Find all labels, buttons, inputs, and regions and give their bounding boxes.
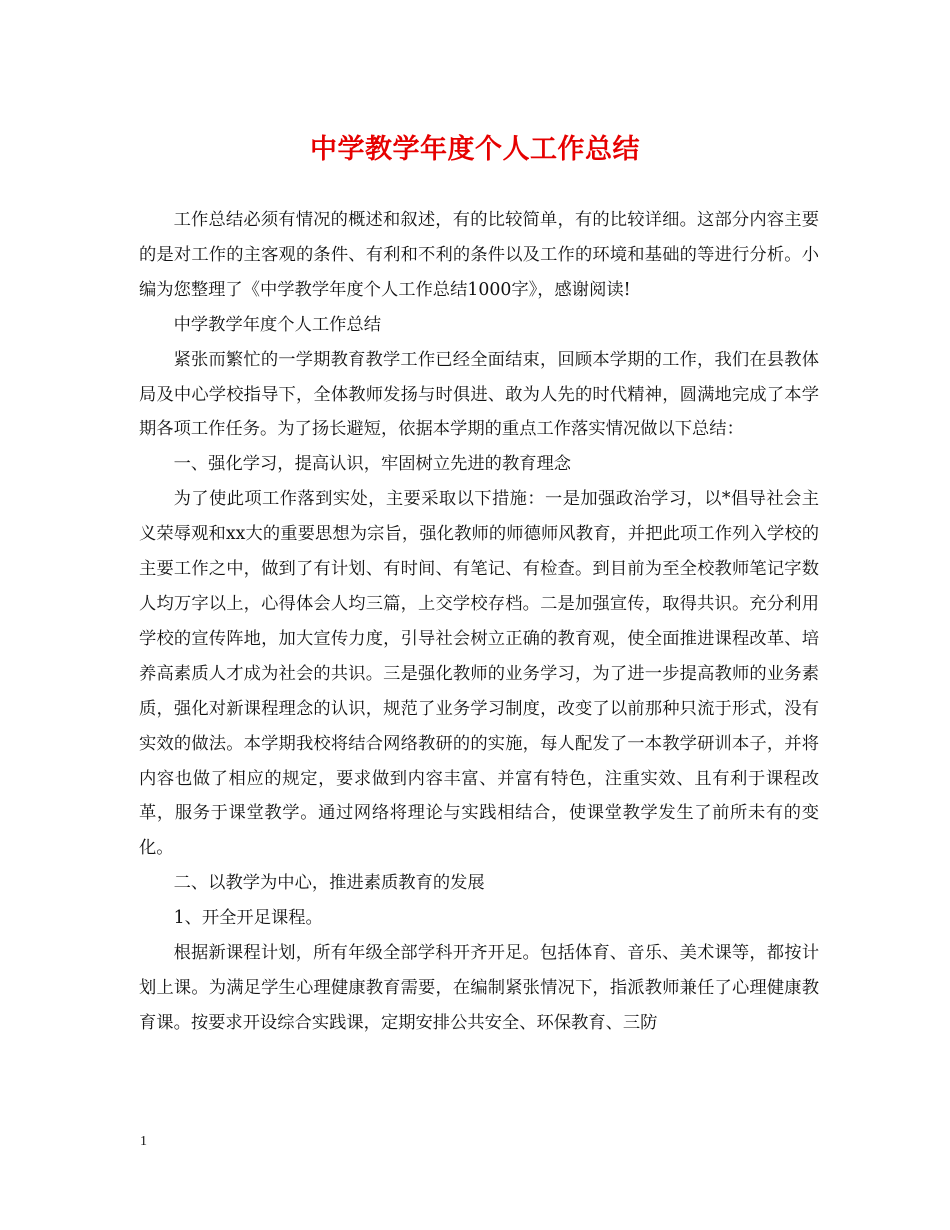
paragraph-overview: 紧张而繁忙的一学期教育教学工作已经全面结束，回顾本学期的工作，我们在县教体局及中心学校指导下，全体教师发扬与时俱进、敢为人先的时代精神，圆满地完成了本学期各项工作任务。为了扬长避短，依据本学期的重点工作落实情况做以下总结： — [139, 349, 819, 440]
document-body — [139, 203, 819, 1041]
page-number: 1 — [140, 1134, 147, 1149]
section-heading-1: 一、强化学习，提高认识，牢固树立先进的教育理念 — [173, 454, 572, 475]
document-title: 中学教学年度个人工作总结 — [310, 134, 640, 165]
paragraph-subtitle: 中学教学年度个人工作总结 — [173, 314, 381, 335]
paragraph-curriculum: 根据新课程计划，所有年级全部学科开齐开足。包括体育、音乐、美术课等，都按计划上课。为满足学生心理健康教育需要，在编制紧张情况下，指派教师兼任了心理健康教育课。按要求开设综合实践课，定期安排公共安全、环保教育、三防 — [139, 943, 819, 1033]
paragraph-intro: 工作总结必须有情况的概述和叙述，有的比较简单，有的比较详细。这部分内容主要的是对工作的主客观的条件、有利和不利的条件以及工作的环境和基础的等进行分析。小编为您整理了《中学教学年度个人工作总结1000字》，感谢阅读! — [139, 210, 819, 300]
subsection-heading-1: 1、开全开足课程。 — [173, 908, 323, 929]
paragraph-measures: 为了使此项工作落到实处，主要采取以下措施：一是加强政治学习，以*倡导社会主义荣辱观和xx大的重要思想为宗旨，强化教师的师德师风教育，并把此项工作列入学校的主要工作之中，做到了有计划、有时间、有笔记、有检查。到目前为至全校教师笔记字数人均万字以上，心得体会人均三篇，上交学校存档。二是加强宣传，取得共识。充分利用学校的宣传阵地，加大宣传力度，引导社会树立正确的教育观，使全面推进课程改革、培养高素质人才成为社会的共识。三是强化教师的业务学习，为了进一步提高教师的业务素质，强化对新课程理念的认识，规范了业务学习制度，改变了以前那种只流于形式，没有实效的做法。本学期我校将结合网络教研的的实施，每人配发了一本教学研训本子，并将内容也做了相应的规定，要求做到内容丰富、并富有特色，注重实效、且有利于课程改革，服务于课堂教学。通过网络将理论与实践相结合，使课堂教学发生了前所未有的变化。 — [139, 489, 819, 859]
section-heading-2: 二、以教学为中心，推进素质教育的发展 — [173, 873, 485, 894]
